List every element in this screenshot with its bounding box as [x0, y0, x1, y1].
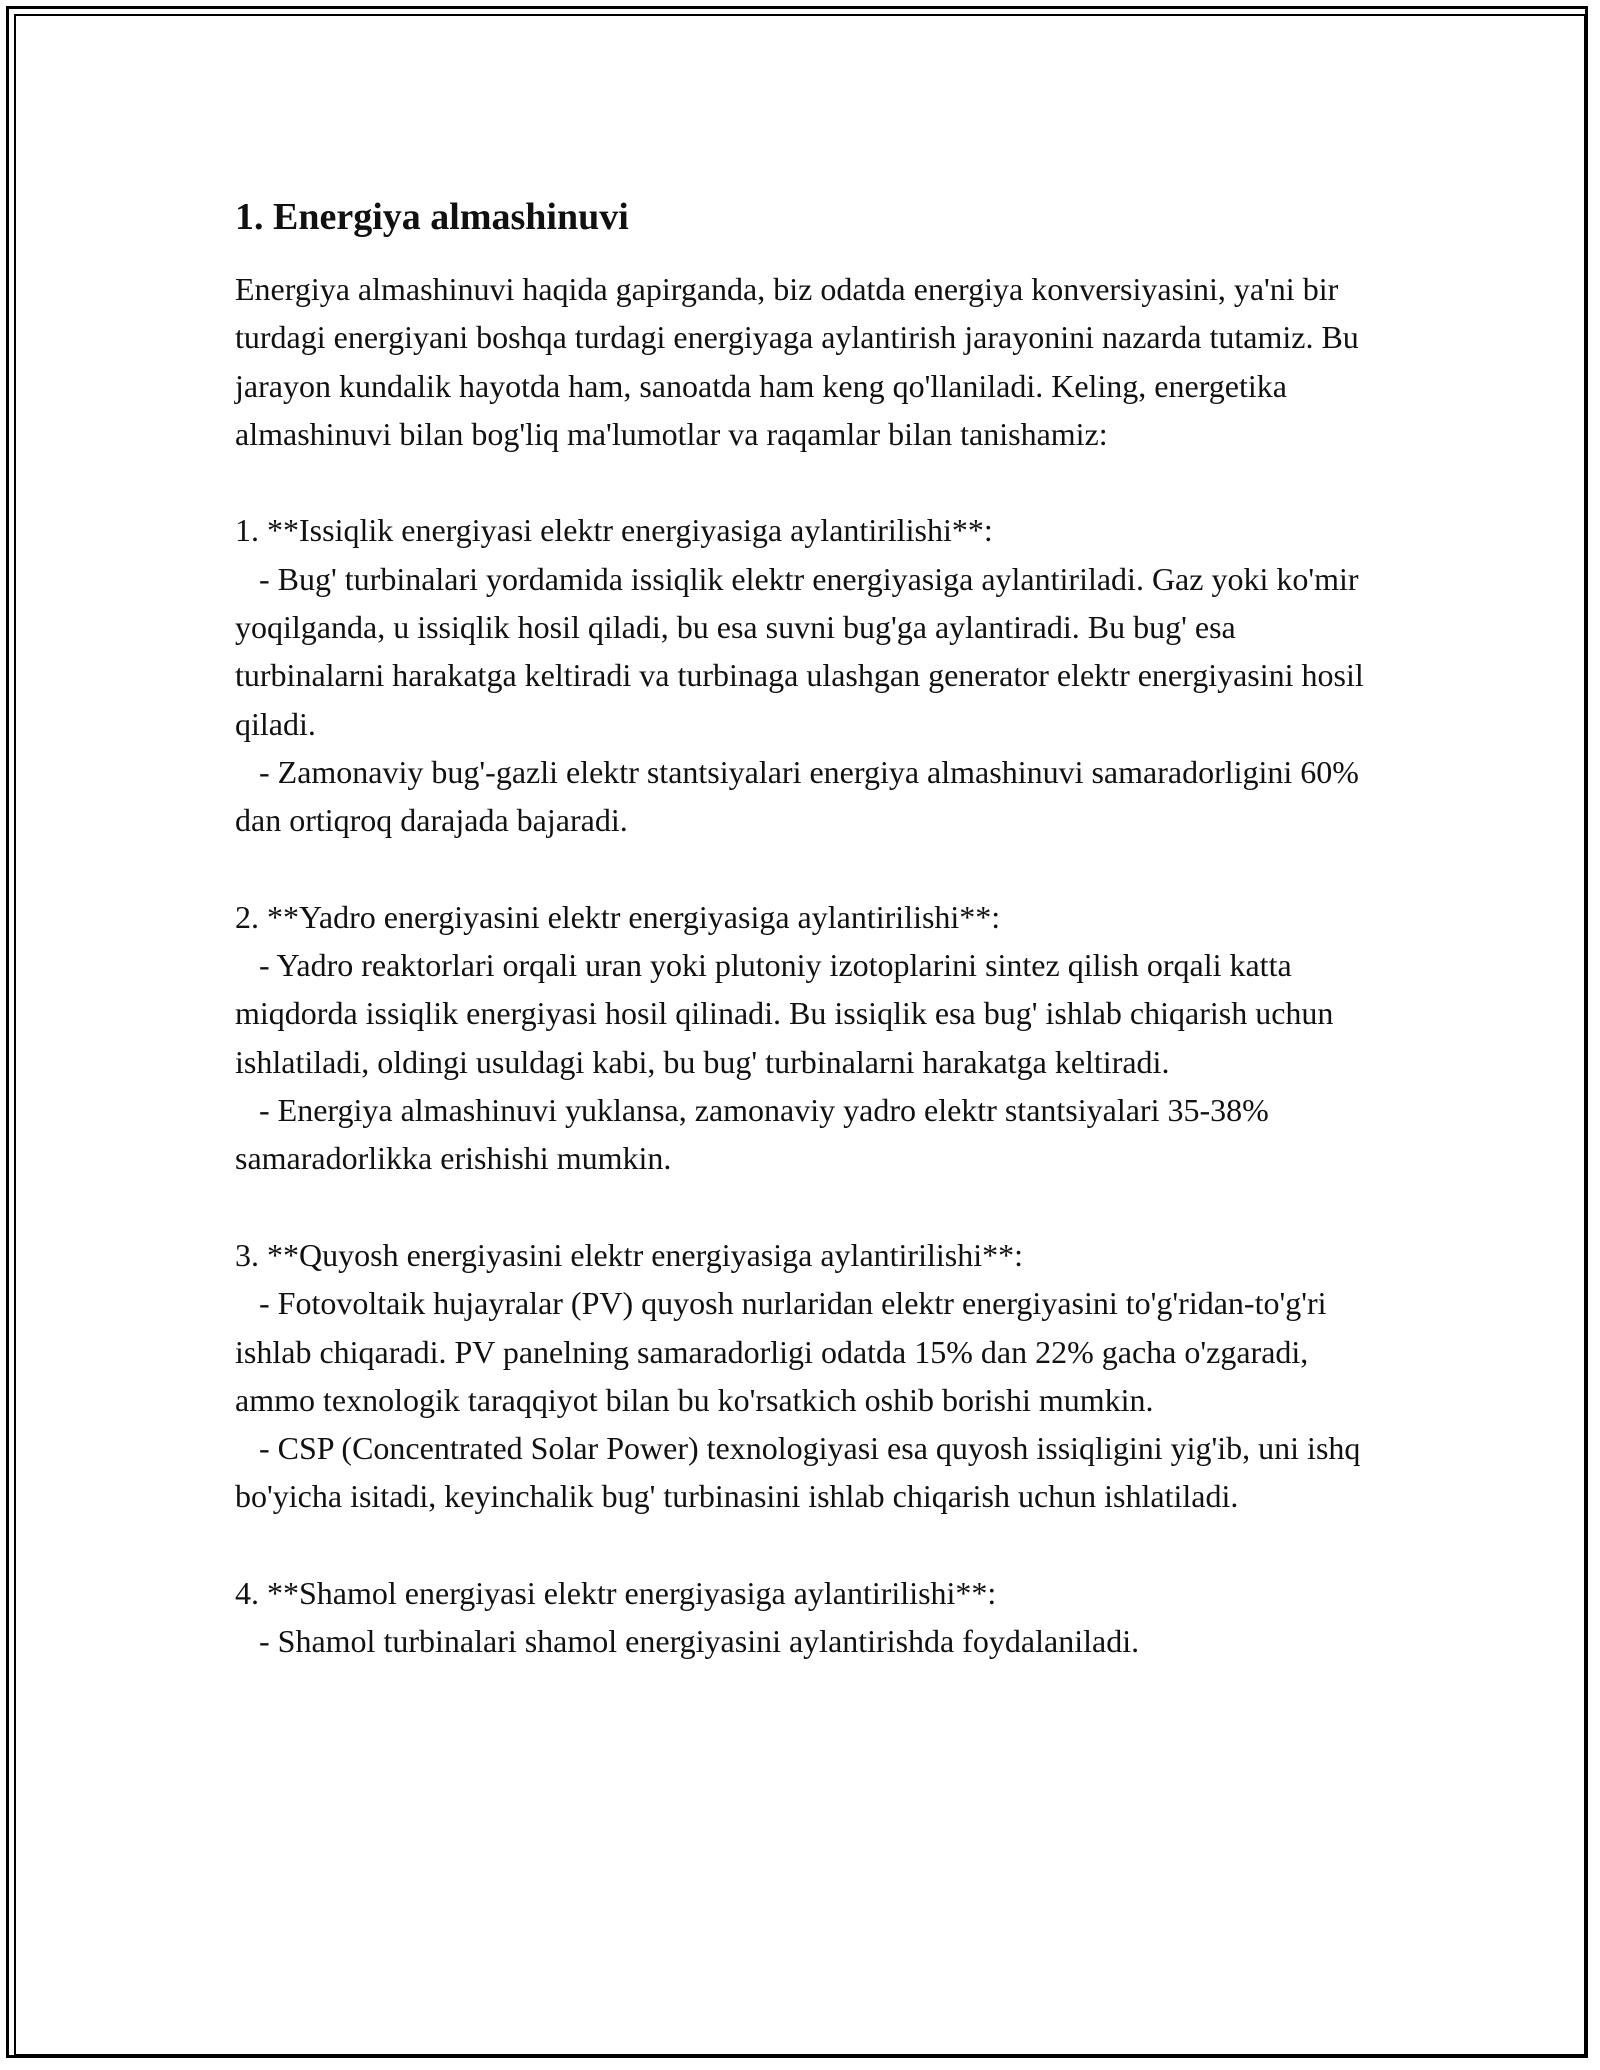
- paragraph-gap: [235, 1183, 1365, 1231]
- section-bullet: - CSP (Concentrated Solar Power) texnologiyasi esa quyosh issiqligini yig'ib, uni ishq bo'yicha isitadi, keyinchalik bug' turbinasini ishlab chiqarish uchun ishlatiladi.: [235, 1430, 1361, 1515]
- section-bullet: - Zamonaviy bug'-gazli elektr stantsiyalari energiya almashinuvi samaradorligini 60% dan ortiqroq darajada bajaradi.: [235, 753, 1359, 839]
- paragraph-gap: [235, 845, 1365, 893]
- section-bullet: - Shamol turbinalari shamol energiyasini aylantirishda foydalaniladi.: [259, 1623, 1140, 1660]
- section-heading: 1. **Issiqlik energiyasi elektr energiyasiga aylantirilishi**:: [235, 512, 993, 549]
- section-bullet: - Energiya almashinuvi yuklansa, zamonaviy yadro elektr stantsiyalari 35-38% samaradorlikka erishishi mumkin.: [235, 1092, 1269, 1177]
- section-wind: [235, 1569, 1365, 1666]
- paragraph-gap: [235, 458, 1365, 506]
- section-bullet: - Yadro reaktorlari orqali uran yoki plutoniy izotoplarini sintez qilish orqali katta miqdorda issiqlik energiyasi hosil qilinadi. Bu issiqlik esa bug' ishlab chiqarish uchun ishlatiladi, oldingi usuldagi kabi, bu bug' turbinalarni harakatga keltiradi.: [235, 947, 1334, 1080]
- section-thermal: [235, 506, 1365, 844]
- section-heading: 3. **Quyosh energiyasini elektr energiyasiga aylantirilishi**:: [235, 1236, 1023, 1273]
- section-heading: 2. **Yadro energiyasini elektr energiyasiga aylantirilishi**:: [235, 898, 1001, 935]
- section-nuclear: [235, 893, 1365, 1183]
- section-heading: 4. **Shamol energiyasi elektr energiyasiga aylantirilishi**:: [235, 1575, 997, 1612]
- document-title: 1. Energiya almashinuvi: [235, 196, 629, 238]
- paragraph-gap: [235, 1521, 1365, 1569]
- section-bullet: - Fotovoltaik hujayralar (PV) quyosh nurlaridan elektr energiyasini to'g'ridan-to'g'ri ishlab chiqaradi. PV panelning samaradorligi odatda 15% dan 22% gacha o'zgaradi, ammo texnologik taraqqiyot bilan bu ko'rsatkich oshib borishi mumkin.: [235, 1285, 1327, 1418]
- section-bullet: - Bug' turbinalari yordamida issiqlik elektr energiyasiga aylantiriladi. Gaz yoki ko'mir yoqilganda, u issiqlik hosil qiladi, bu esa suvni bug'ga aylantiradi. Bu bug' esa turbinalarni harakatga keltiradi va turbinaga ulashgan generator elektr energiyasini hosil qiladi.: [235, 560, 1364, 742]
- document-body: [235, 183, 1365, 1666]
- intro-paragraph: Energiya almashinuvi haqida gapirganda, biz odatda energiya konversiyasini, ya'ni bir turdagi energiyani boshqa turdagi energiyaga aylantirish jarayonini nazarda tutamiz. Bu jarayon kundalik hayotda ham, sanoatda ham keng qo'llaniladi. Keling, energetika almashinuvi bilan bog'liq ma'lumotlar va raqamlar bilan tanishamiz:: [235, 271, 1359, 452]
- section-solar: [235, 1231, 1365, 1521]
